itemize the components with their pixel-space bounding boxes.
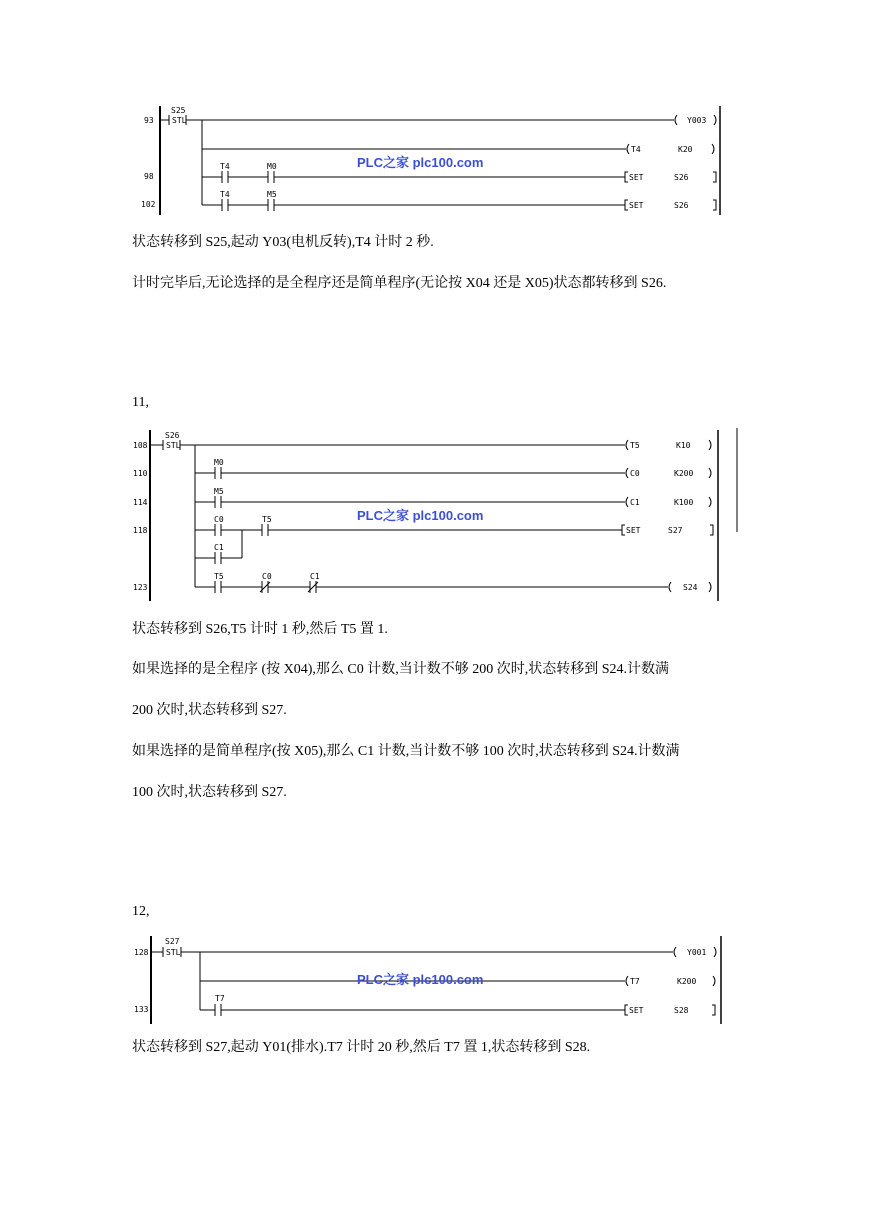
watermark: PLC之家 plc100.com	[357, 972, 484, 987]
watermark: PLC之家 plc100.com	[357, 155, 484, 170]
paragraph: 如果选择的是简单程序(按 X05),那么 C1 计数,当计数不够 100 次时,状态转移到 S24.计数满	[132, 744, 680, 759]
paragraph: 100 次时,状态转移到 S27.	[132, 785, 287, 800]
contact-label: M0	[267, 162, 277, 171]
contact-label: T5	[262, 515, 272, 524]
set-target: S26	[674, 173, 689, 182]
coil-output: S24	[683, 583, 698, 592]
paragraph: 200 次时,状态转移到 S27.	[132, 703, 287, 718]
contact-label: C0	[262, 572, 272, 581]
contact-label: T4	[220, 190, 230, 199]
stl-label: STL	[166, 441, 181, 450]
counter-label: C1	[630, 498, 640, 507]
paragraph: 计时完毕后,无论选择的是全程序还是简单程序(无论按 X04 还是 X05)状态都转移到 S26.	[132, 276, 667, 291]
counter-setting: K200	[674, 469, 694, 478]
stl-state: S27	[165, 937, 180, 946]
step-number: 128	[134, 948, 149, 957]
set-instruction: SET	[629, 1006, 644, 1015]
counter-setting: K100	[674, 498, 694, 507]
section-heading: 12,	[132, 904, 150, 919]
contact-label: T5	[214, 572, 224, 581]
paragraph: 状态转移到 S26,T5 计时 1 秒,然后 T5 置 1.	[132, 622, 388, 637]
stl-state: S26	[165, 431, 180, 440]
set-target: S27	[668, 526, 683, 535]
step-number: 118	[133, 526, 148, 535]
step-number: 98	[144, 172, 154, 181]
step-number: 93	[144, 116, 154, 125]
paragraph: 状态转移到 S25,起动 Y03(电机反转),T4 计时 2 秒.	[132, 235, 434, 250]
contact-label: C1	[214, 543, 224, 552]
timer-label: T7	[630, 977, 640, 986]
step-number: 133	[134, 1005, 149, 1014]
set-instruction: SET	[629, 173, 644, 182]
contact-label: C0	[214, 515, 224, 524]
step-number: 108	[133, 441, 148, 450]
step-number: 102	[141, 200, 156, 209]
step-number: 123	[133, 583, 148, 592]
timer-label: T4	[631, 145, 641, 154]
watermark: PLC之家 plc100.com	[357, 508, 484, 523]
counter-label: C0	[630, 469, 640, 478]
stl-label: STL	[166, 948, 181, 957]
set-instruction: SET	[626, 526, 641, 535]
paragraph: 如果选择的是全程序 (按 X04),那么 C0 计数,当计数不够 200 次时,状态转移到 S24.计数满	[132, 662, 670, 677]
timer-setting: K10	[676, 441, 691, 450]
step-number: 114	[133, 498, 148, 507]
set-instruction: SET	[629, 201, 644, 210]
set-target: S28	[674, 1006, 689, 1015]
stl-state: S25	[171, 106, 186, 115]
coil-output: Y001	[687, 948, 707, 957]
ladder-diagram-s25	[141, 106, 720, 215]
stl-label: STL	[172, 116, 187, 125]
coil-output: Y003	[687, 116, 707, 125]
section-heading: 11,	[132, 395, 149, 410]
paragraph: 状态转移到 S27,起动 Y01(排水).T7 计时 20 秒,然后 T7 置 1,状态转移到 S28.	[132, 1040, 591, 1055]
contact-label: C1	[310, 572, 320, 581]
timer-setting: K20	[678, 145, 693, 154]
ladder-diagram-s26	[133, 428, 737, 601]
contact-label: M0	[214, 458, 224, 467]
contact-label: M5	[267, 190, 277, 199]
step-number: 110	[133, 469, 148, 478]
contact-label: T7	[215, 994, 225, 1003]
ladder-diagram-s27	[134, 936, 721, 1024]
timer-setting: K200	[677, 977, 697, 986]
set-target: S26	[674, 201, 689, 210]
contact-label: M5	[214, 487, 224, 496]
timer-label: T5	[630, 441, 640, 450]
contact-label: T4	[220, 162, 230, 171]
